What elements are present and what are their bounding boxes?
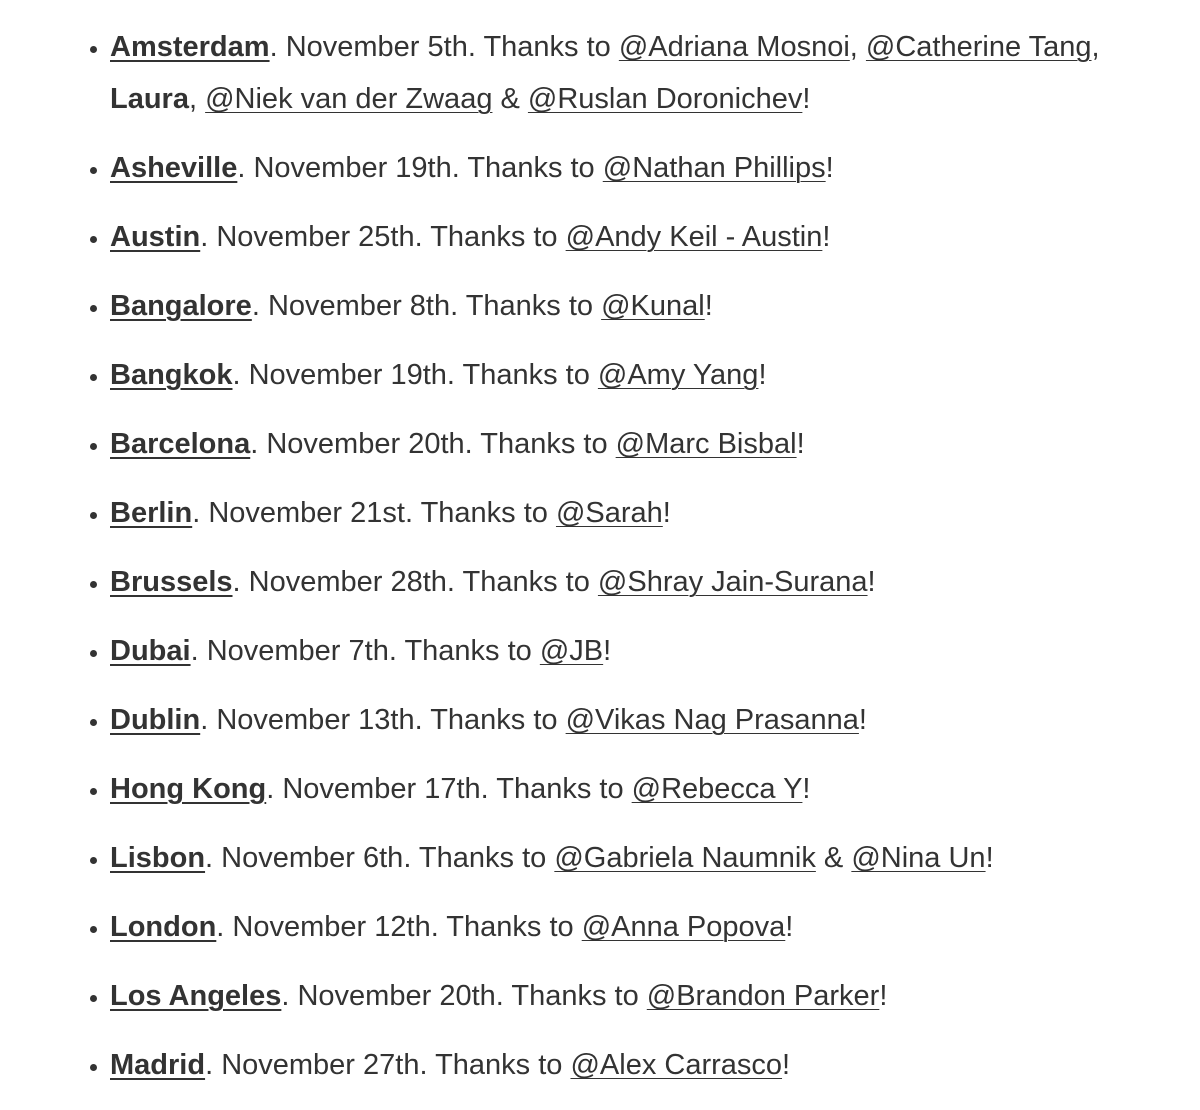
event-date: November 25th <box>216 221 415 253</box>
event-date: November 8th <box>267 290 451 322</box>
event-list-item: • Amsterdam. November 5th. Thanks to @Adriana Mosnoi, @Catherine Tang, Laura, @Niek van der Zwaag & @Ruslan Doronichev! <box>110 21 1140 125</box>
city-link[interactable]: Bangkok <box>110 359 233 391</box>
event-date: November 19th <box>253 152 452 184</box>
host-mention-link[interactable]: @JB <box>539 635 604 667</box>
thanks-label: Thanks to <box>462 566 590 598</box>
event-date: November 17th <box>282 773 481 805</box>
host-mention-link[interactable]: @Shray Jain-Surana <box>597 566 868 598</box>
thanks-label: Thanks to <box>511 980 639 1012</box>
host-mention-link[interactable]: @Ruslan Doronichev <box>527 83 803 115</box>
thanks-label: Thanks to <box>480 428 608 460</box>
thanks-label: Thanks to <box>496 773 624 805</box>
thanks-label: Thanks to <box>430 704 558 736</box>
event-date: November 27th <box>221 1049 420 1081</box>
event-list-item: • Hong Kong. November 17th. Thanks to @Rebecca Y! <box>110 763 1140 815</box>
host-mention-link[interactable]: @Amy Yang <box>597 359 759 391</box>
city-link[interactable]: Austin <box>110 221 201 253</box>
event-list-item: • Los Angeles. November 20th. Thanks to @Brandon Parker! <box>110 970 1140 1022</box>
event-date: November 19th <box>248 359 447 391</box>
city-link[interactable]: Madrid <box>110 1049 206 1081</box>
city-link[interactable]: Dubai <box>110 635 191 667</box>
host-mention-link[interactable]: @Andy Keil - Austin <box>565 221 823 253</box>
thanks-label: Thanks to <box>462 359 590 391</box>
thanks-label: Thanks to <box>465 290 594 322</box>
event-list-item: • Berlin. November 21st. Thanks to @Sarah! <box>110 487 1140 539</box>
host-mention-link[interactable]: @Brandon Parker <box>646 980 880 1012</box>
host-mention-link[interactable]: @Rebecca Y <box>631 773 803 805</box>
thanks-label: Thanks to <box>404 635 532 667</box>
host-mention-link[interactable]: @Sarah <box>555 497 663 529</box>
city-link[interactable]: Brussels <box>110 566 233 598</box>
event-list-item: • London. November 12th. Thanks to @Anna Popova! <box>110 901 1140 953</box>
event-list-item: • Brussels. November 28th. Thanks to @Shray Jain-Surana! <box>110 556 1140 608</box>
host-mention-link[interactable]: @Niek van der Zwaag <box>205 83 493 115</box>
host-mention-link[interactable]: @Catherine Tang <box>865 31 1092 63</box>
thanks-label: Thanks to <box>418 842 547 874</box>
city-link[interactable]: Asheville <box>110 152 238 184</box>
event-date: November 6th <box>221 842 404 874</box>
event-date: November 21st <box>208 497 405 529</box>
event-list-item: • Madrid. November 27th. Thanks to @Alex Carrasco! <box>110 1039 1140 1091</box>
thanks-label: Thanks to <box>446 911 574 943</box>
city-link[interactable]: Hong Kong <box>110 773 267 805</box>
event-date: November 20th <box>297 980 496 1012</box>
city-link[interactable]: London <box>110 911 217 943</box>
event-date: November 13th <box>216 704 415 736</box>
event-date: November 12th <box>232 911 431 943</box>
event-list-item: • Austin. November 25th. Thanks to @Andy Keil - Austin! <box>110 211 1140 263</box>
event-date: November 28th <box>248 566 447 598</box>
event-list-item: • Dubai. November 7th. Thanks to @JB! <box>110 625 1140 677</box>
host-mention-link[interactable]: @Kunal <box>601 290 705 322</box>
thanks-label: Thanks to <box>420 497 548 529</box>
thanks-label: Thanks to <box>430 221 558 253</box>
thanks-label: Thanks to <box>467 152 595 184</box>
host-mention-link[interactable]: @Gabriela Naumnik <box>554 842 816 874</box>
city-link[interactable]: Los Angeles <box>110 980 282 1012</box>
event-list-item: • Bangalore. November 8th. Thanks to @Kunal! <box>110 280 1140 332</box>
city-link[interactable]: Amsterdam <box>110 31 270 63</box>
event-list-item: • Asheville. November 19th. Thanks to @Nathan Phillips! <box>110 142 1140 194</box>
host-mention-link[interactable]: @Nathan Phillips <box>602 152 826 184</box>
host-mention-link[interactable]: @Adriana Mosnoi <box>618 31 850 63</box>
city-link[interactable]: Dublin <box>110 704 201 736</box>
city-link[interactable]: Lisbon <box>110 842 206 874</box>
host-mention-link[interactable]: @Marc Bisbal <box>615 428 797 460</box>
city-link[interactable]: Barcelona <box>110 428 251 460</box>
event-list-item: • Lisbon. November 6th. Thanks to @Gabriela Naumnik & @Nina Un! <box>110 832 1140 884</box>
thanks-label: Thanks to <box>435 1049 563 1081</box>
event-date: November 20th <box>266 428 465 460</box>
event-list-item: • Barcelona. November 20th. Thanks to @Marc Bisbal! <box>110 418 1140 470</box>
host-mention-link[interactable]: @Vikas Nag Prasanna <box>565 704 859 736</box>
event-date: November 7th <box>206 635 389 667</box>
event-list-item: • Bangkok. November 19th. Thanks to @Amy Yang! <box>110 349 1140 401</box>
host-mention-link[interactable]: @Nina Un <box>851 842 986 874</box>
host-name: Laura <box>110 83 189 115</box>
host-mention-link[interactable]: @Alex Carrasco <box>570 1049 783 1081</box>
event-date: November 5th <box>285 31 468 63</box>
city-link[interactable]: Bangalore <box>110 290 252 322</box>
event-list-item: • Dublin. November 13th. Thanks to @Vikas Nag Prasanna! <box>110 694 1140 746</box>
thanks-label: Thanks to <box>483 31 611 63</box>
host-mention-link[interactable]: @Anna Popova <box>581 911 786 943</box>
city-link[interactable]: Berlin <box>110 497 193 529</box>
